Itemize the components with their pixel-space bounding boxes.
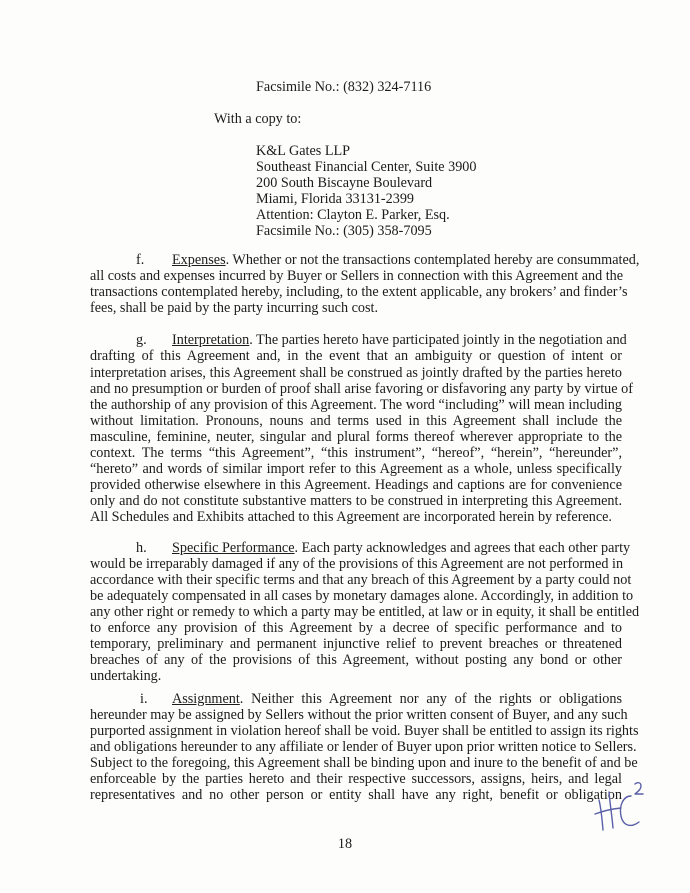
paragraph-line: purported assignment in violation hereof shall be void. Buyer shall be entitled to assign its rights — [90, 723, 639, 739]
section-marker: h. — [136, 540, 147, 556]
paragraph-line: context. The terms “this Agreement”, “this instrument”, “hereof”, “herein”, “hereunder”, — [90, 445, 622, 461]
paragraph-line: All Schedules and Exhibits attached to this Agreement are incorporated herein by reference. — [90, 509, 612, 525]
paragraph-line: Subject to the foregoing, this Agreement shall be binding upon and inure to the benefit of and be — [90, 755, 638, 771]
paragraph-line: undertaking. — [90, 668, 162, 684]
address-line: Southeast Financial Center, Suite 3900 — [256, 159, 477, 175]
paragraph-line: drafting of this Agreement and, in the event that an ambiguity or question of intent or — [90, 348, 622, 364]
paragraph-line: provided otherwise elsewhere in this Agreement. Headings and captions are for convenience — [90, 477, 622, 493]
paragraph-line: and obligations hereunder to any affiliate or lender of Buyer upon prior written notice to Sellers. — [90, 739, 637, 755]
paragraph-line: breaches of any of the provisions of this Agreement, without posting any bond or other — [90, 652, 622, 668]
section-first-line-text: . Whether or not the transactions contemplated hereby are consummated, — [225, 252, 640, 268]
page-number: 18 — [337, 836, 353, 852]
paragraph-line: without limitation. Pronouns, nouns and terms used in this Agreement shall include the — [90, 413, 622, 429]
section-heading: Specific Performance — [172, 540, 295, 556]
address-line: 200 South Biscayne Boulevard — [256, 175, 433, 191]
section-first-line-text: . The parties hereto have participated jointly in the negotiation and — [249, 332, 627, 348]
paragraph-line: interpretation arises, this Agreement shall be construed as jointly drafted by the parties hereto — [90, 365, 622, 381]
section-heading: Interpretation — [172, 332, 250, 348]
section-marker: f. — [136, 252, 145, 268]
section-marker: i. — [140, 691, 148, 707]
section-marker: g. — [136, 332, 147, 348]
paragraph-line: accordance with their specific terms and that any breach of this Agreement by a party could not — [90, 572, 632, 588]
paragraph-line: temporary, preliminary and permanent injunctive relief to prevent breaches or threatened — [90, 636, 622, 652]
paragraph-line: all costs and expenses incurred by Buyer or Sellers in connection with this Agreement and the — [90, 268, 624, 284]
copy-to-label: With a copy to: — [214, 111, 302, 127]
paragraph-line: hereunder may be assigned by Sellers without the prior written consent of Buyer, and any such — [90, 707, 628, 723]
paragraph-line: the authorship of any provision of this Agreement. The word “including” will mean including — [90, 397, 622, 413]
paragraph-line: “hereto” and words of similar import refer to this Agreement as a whole, unless specifically — [90, 461, 622, 477]
section-first-line-text: . Neither this Agreement nor any of the rights or obligations — [239, 691, 622, 707]
address-line: K&L Gates LLP — [256, 143, 351, 159]
paragraph-line: representatives and no other person or entity shall have any right, benefit or obligation — [90, 787, 622, 803]
paragraph-line: transactions contemplated hereby, including, to the extent applicable, any brokers’ and finder’s — [90, 284, 628, 300]
address-line: Miami, Florida 33131-2399 — [256, 191, 415, 207]
handwritten-initials — [591, 778, 651, 834]
address-line: Attention: Clayton E. Parker, Esq. — [256, 207, 450, 223]
paragraph-line: enforceable by the parties hereto and their respective successors, assigns, heirs, and legal — [90, 771, 622, 787]
facsimile-line: Facsimile No.: (832) 324-7116 — [256, 79, 432, 95]
paragraph-line: fees, shall be paid by the party incurring such cost. — [90, 300, 379, 316]
section-first-line-text: . Each party acknowledges and agrees that each other party — [294, 540, 631, 556]
section-heading: Assignment — [172, 691, 240, 707]
section-heading: Expenses — [172, 252, 226, 268]
paragraph-line: and no presumption or burden of proof shall arise favoring or disfavoring any party by virtue of — [90, 381, 633, 397]
address-line: Facsimile No.: (305) 358-7095 — [256, 223, 432, 239]
paragraph-line: to enforce any provision of this Agreement by a decree of specific performance and to — [90, 620, 622, 636]
paragraph-line: be adequately compensated in all cases by monetary damages alone. Accordingly, in addition to — [90, 588, 634, 604]
paragraph-line: only and do not constitute substantive matters to be construed in interpreting this Agreement. — [90, 493, 622, 509]
paragraph-line: any other right or remedy to which a party may be entitled, at law or in equity, it shall be entitled — [90, 604, 640, 620]
paragraph-line: would be irreparably damaged if any of the provisions of this Agreement are not performed in — [90, 556, 624, 572]
paragraph-line: masculine, feminine, neuter, singular and plural forms thereof wherever appropriate to the — [90, 429, 622, 445]
